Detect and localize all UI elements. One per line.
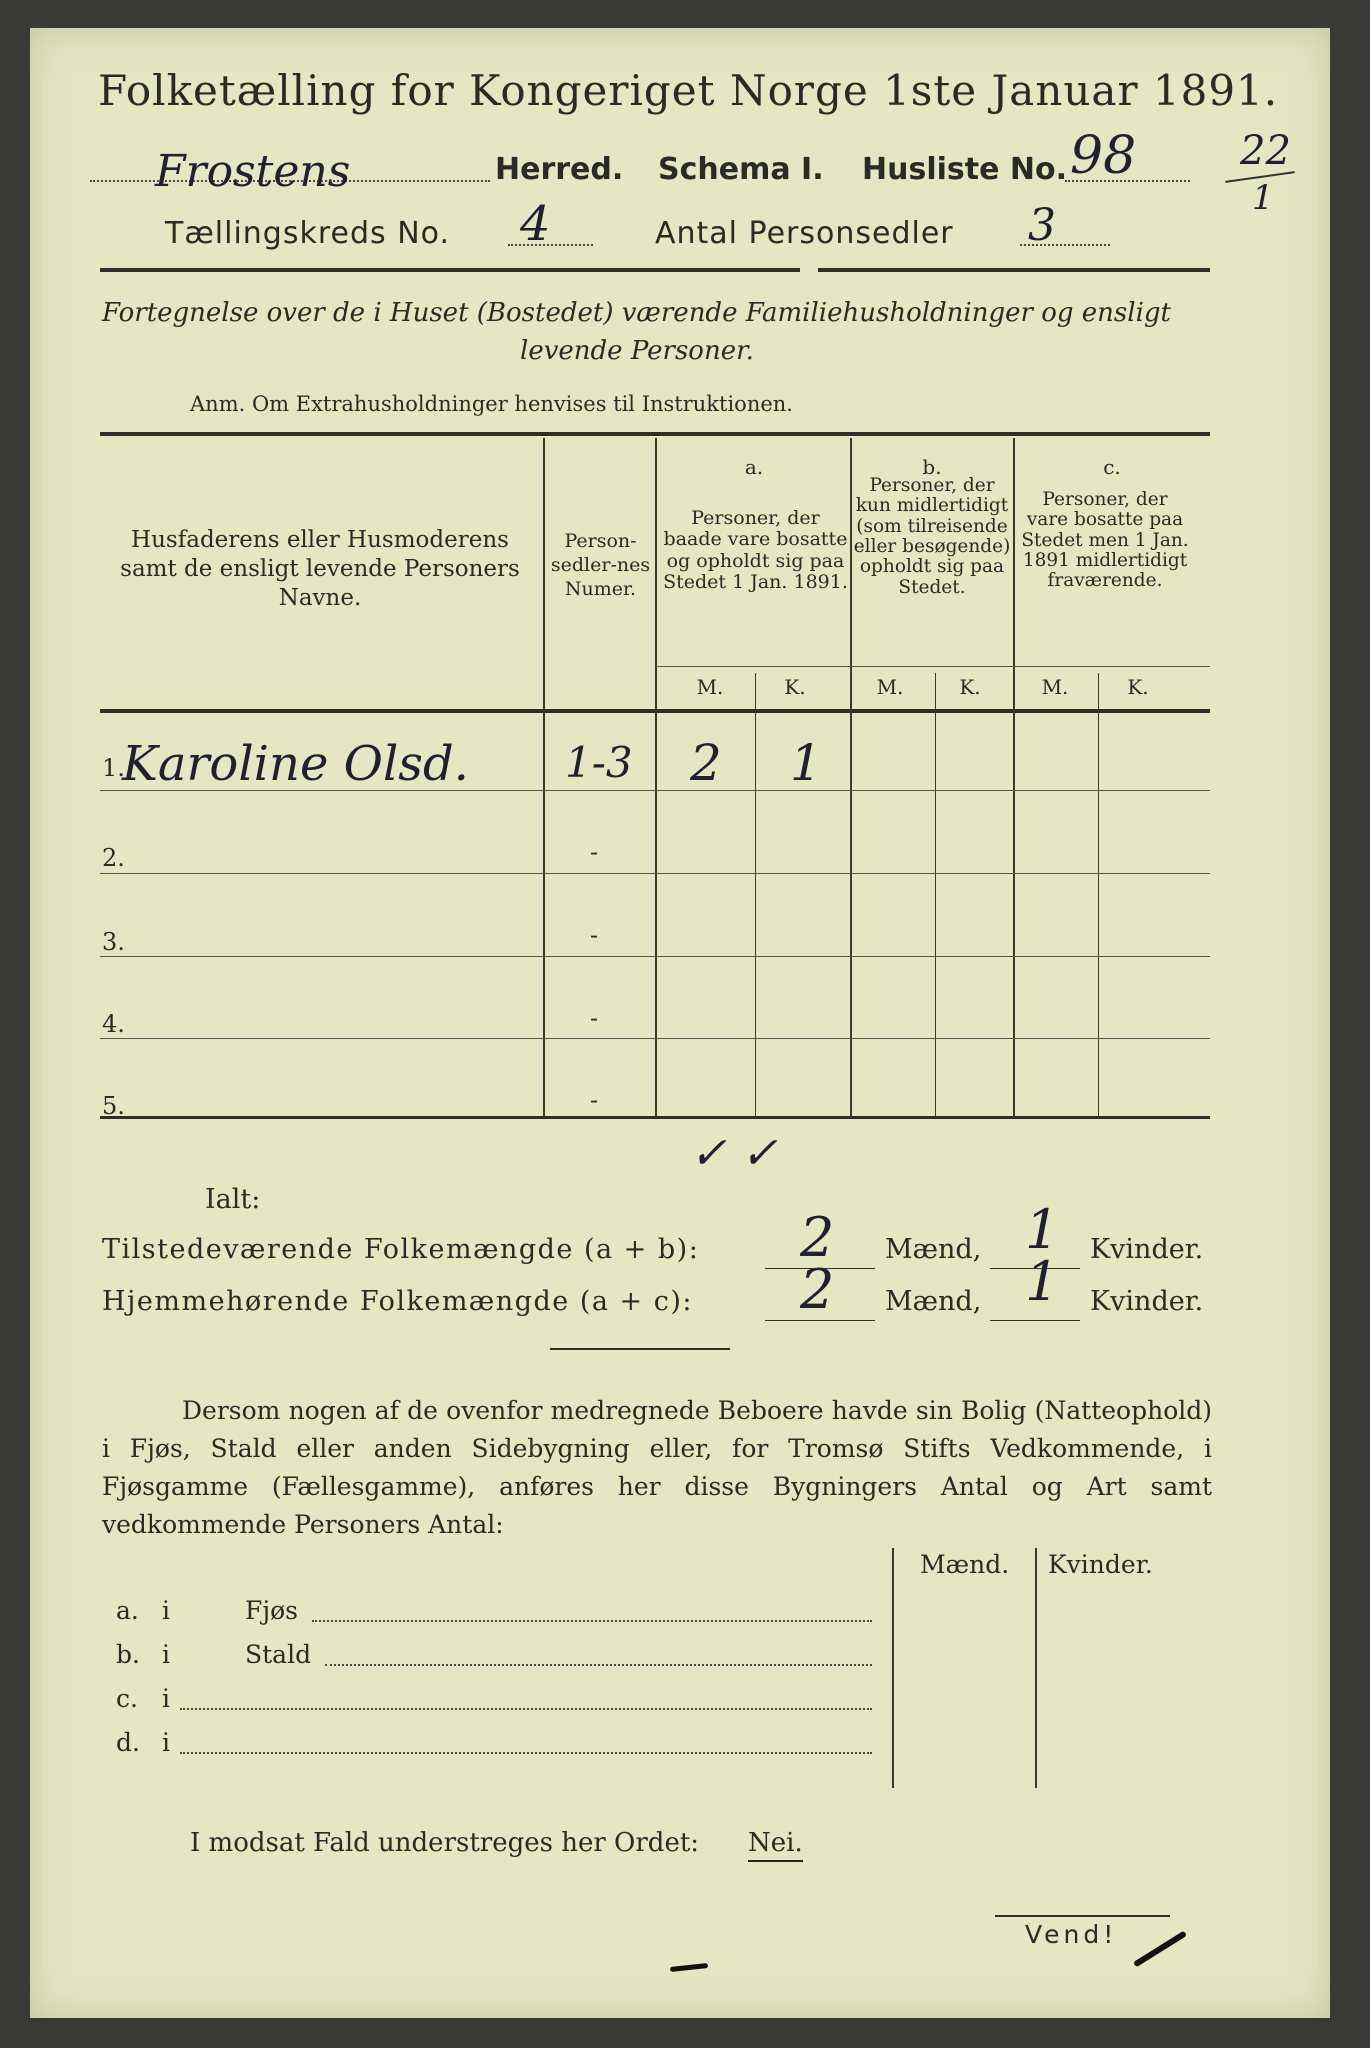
ink-mark-icon <box>670 1963 708 1972</box>
row-number: 2. <box>102 844 125 872</box>
col-header-names: Husfaderens eller Husmoderens samt de ensligt levende Personers Navne. <box>120 527 520 611</box>
vend-rule <box>995 1915 1170 1917</box>
building-prep: i <box>162 1684 170 1713</box>
ialt-label: Ialt: <box>205 1184 261 1215</box>
hjemme-m: 2 <box>800 1258 835 1321</box>
table-divider-names <box>543 438 545 1118</box>
kreds-value: 4 <box>520 196 551 252</box>
nei-word: Nei. <box>748 1828 803 1862</box>
table-divider-a <box>850 438 852 1118</box>
col-header-numer: Person-sedler-nes Numer. <box>550 530 651 600</box>
census-form-page <box>30 28 1330 2018</box>
modsat-text: I modsat Fald understreges her Ordet: <box>190 1828 700 1858</box>
building-dots <box>325 1664 872 1666</box>
building-dots <box>180 1752 872 1754</box>
buildings-divider-1 <box>892 1548 894 1788</box>
mk-subheader-rule <box>657 666 1210 667</box>
form-title: Folketælling for Kongeriget Norge 1ste Januar 1891. <box>98 66 1279 115</box>
schema-label: Schema I. <box>658 152 824 187</box>
hjemme-k-line <box>990 1320 1080 1321</box>
row-numer: - <box>590 921 599 949</box>
row-name: Karoline Olsd. <box>122 736 469 792</box>
col-c-letter: c. <box>1103 455 1121 479</box>
col-a-k: K. <box>784 675 806 699</box>
row-a-k: 1 <box>790 734 822 792</box>
hjemme-kvinder: Kvinder. <box>1090 1286 1204 1317</box>
tilstede-label: Tilstedeværende Folkemængde (a + b): <box>102 1234 700 1265</box>
buildings-maend-header: Mænd. <box>920 1550 1010 1579</box>
row-numer: 1-3 <box>565 738 633 787</box>
building-letter: b. <box>116 1640 140 1669</box>
table-divider-b <box>1013 438 1015 1118</box>
table-top-rule <box>100 432 1210 436</box>
building-prep: i <box>162 1640 170 1669</box>
husliste-label: Husliste No. <box>862 152 1067 187</box>
antal-label: Antal Personsedler <box>655 216 954 251</box>
row-numer: - <box>590 1086 599 1114</box>
building-letter: d. <box>116 1728 140 1757</box>
buildings-kvinder-header: Kvinder. <box>1048 1550 1153 1579</box>
tilstede-maend: Mænd, <box>885 1234 982 1265</box>
row-number: 5. <box>102 1092 125 1120</box>
tilstede-kvinder: Kvinder. <box>1090 1234 1204 1265</box>
col-header-c: Personer, der vare bosatte paa Stedet men 1 Jan. 1891 midlertidigt fraværende. <box>1021 489 1189 592</box>
building-label: Stald <box>245 1640 312 1669</box>
row-a-m: 2 <box>690 734 722 792</box>
check-marks: ✓ ✓ <box>690 1128 778 1179</box>
ink-mark-icon <box>1133 1931 1187 1968</box>
hjemme-label: Hjemmehørende Folkemængde (a + c): <box>102 1286 693 1317</box>
intro-line-1: Fortegnelse over de i Huset (Bostedet) værende Familiehusholdninger og ensligt <box>102 298 1171 328</box>
row-number: 4. <box>102 1010 125 1038</box>
building-letter: a. <box>116 1596 139 1625</box>
row-rule-2 <box>100 873 1210 874</box>
col-c-m: M. <box>1041 675 1069 699</box>
row-rule-4 <box>100 1038 1210 1039</box>
col-b-m: M. <box>876 675 904 699</box>
header-rule-left <box>100 268 800 272</box>
herred-value: Frostens <box>155 146 351 197</box>
col-c-k: K. <box>1127 675 1149 699</box>
building-prep: i <box>162 1728 170 1757</box>
tilstede-m: 2 <box>800 1206 835 1269</box>
anm-note: Anm. Om Extrahusholdninger henvises til Instruktionen. <box>190 392 793 416</box>
buildings-paragraph: Dersom nogen af de ovenfor medregnede Beboere havde sin Bolig (Natteophold) i Fjøs, Stald eller anden Sidebygning eller, for Tromsø Stifts Vedkommende, i Fjøsgamme (Fællesgamme), anføres her disse Bygningers Antal og Art samt vedkommende Personers Antal: <box>102 1396 1212 1539</box>
building-prep: i <box>162 1596 170 1625</box>
table-divider-cm <box>1098 673 1099 1118</box>
col-b-letter: b. <box>922 455 942 479</box>
hjemme-k: 1 <box>1025 1250 1060 1313</box>
col-header-a: Personer, der baade vare bosatte og opholdt sig paa Stedet 1 Jan. 1891. <box>663 507 848 593</box>
col-b-k: K. <box>959 675 981 699</box>
col-a-letter: a. <box>744 455 764 479</box>
row-numer: - <box>590 838 599 866</box>
building-dots <box>312 1620 872 1622</box>
antal-value: 3 <box>1028 200 1056 251</box>
row-number: 3. <box>102 928 125 956</box>
corner-note-top: 22 <box>1240 128 1291 174</box>
kreds-label: Tællingskreds No. <box>165 216 450 251</box>
col-a-m: M. <box>696 675 724 699</box>
building-label: Fjøs <box>245 1596 298 1625</box>
row-rule-3 <box>100 956 1210 957</box>
herred-label: Herred. <box>495 152 624 187</box>
tilstede-k: 1 <box>1025 1198 1060 1261</box>
vend-label: Vend! <box>1025 1920 1118 1949</box>
header-rule-right <box>818 268 1210 272</box>
col-header-b: Personer, der kun midlertidigt (som tilreisende eller besøgende) opholdt sig paa Stedet. <box>853 475 1011 598</box>
table-divider-bm <box>935 673 936 1118</box>
corner-note-bottom: 1 <box>1252 178 1274 218</box>
building-letter: c. <box>116 1684 138 1713</box>
row-numer: - <box>590 1004 599 1032</box>
table-divider-numer <box>655 438 657 1118</box>
row-number: 1. <box>102 754 125 782</box>
totals-divider <box>550 1348 730 1350</box>
intro-line-2: levende Personer. <box>520 336 754 366</box>
hjemme-maend: Mænd, <box>885 1286 982 1317</box>
table-divider-am <box>755 673 756 1118</box>
building-dots <box>180 1708 872 1710</box>
husliste-value: 98 <box>1070 126 1137 186</box>
buildings-divider-2 <box>1035 1548 1037 1788</box>
